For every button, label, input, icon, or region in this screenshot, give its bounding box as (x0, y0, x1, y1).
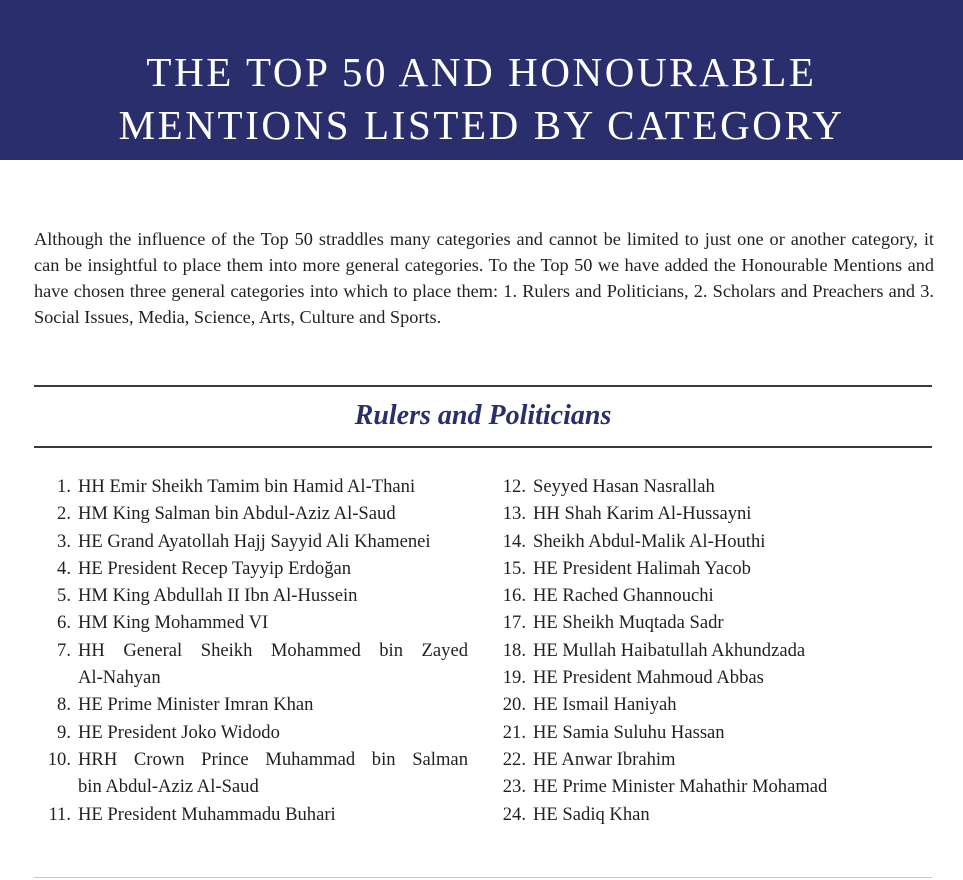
list-item-number: 24. (502, 803, 526, 825)
ranking-list-right (488, 473, 928, 828)
list-item-name-text: HE Rached Ghannouchi (533, 585, 714, 607)
page-title-line-1: THE TOP 50 AND HONOURABLE (146, 49, 817, 95)
intro-paragraph: Although the influence of the Top 50 straddles many categories and cannot be limited to just one or another category, it can be insightful to place them into more general categories. To the Top 50 we have added the Honourable Mentions and have chosen three general categories into which to place them: 1. Rulers and Politicians, 2. Scholars and Preachers and 3. Social Issues, Media, Science, Arts, Culture and Sports. (34, 229, 934, 327)
list-item-name (78, 582, 468, 609)
list-item (488, 473, 928, 500)
list-item-name-text: Sheikh Abdul-Malik Al-Houthi (533, 530, 766, 552)
list-item-name (533, 528, 928, 555)
list-item-number: 7. (57, 639, 71, 661)
list-item-number: 13. (502, 503, 526, 525)
list-item-name-text: HE Samia Suluhu Hassan (533, 721, 725, 743)
list-item-number: 20. (502, 694, 526, 716)
list-item-name-text: HE President Mahmoud Abbas (533, 667, 764, 689)
list-item-name-text: Seyyed Hasan Nasrallah (533, 476, 715, 497)
list-item (488, 637, 928, 664)
list-item-name (78, 746, 468, 801)
list-item (488, 719, 928, 746)
list-item-number: 3. (57, 530, 71, 552)
list-item-name-text: HM King Abdullah II Ibn Al-Hussein (78, 585, 358, 607)
list-item-name (533, 637, 928, 664)
list-item-name (533, 555, 928, 582)
list-item-name-text: HE President Muhammadu Buhari (78, 803, 336, 825)
list-item-name (533, 609, 928, 636)
list-item (28, 746, 468, 801)
list-item-number: 15. (502, 557, 526, 579)
list-item-number: 17. (502, 612, 526, 634)
list-item-number: 18. (502, 639, 526, 661)
list-item-name (78, 555, 468, 582)
list-item-name (78, 500, 468, 527)
list-item-name (533, 473, 928, 500)
list-item-number: 11. (48, 803, 71, 825)
list-item-name-text: HE Mullah Haibatullah Akhundzada (533, 639, 806, 661)
list-item-name-text: HH General Sheikh Mohammed bin Zayed (78, 639, 468, 661)
list-item (488, 582, 928, 609)
list-item-number: 16. (502, 585, 526, 607)
list-item (488, 773, 928, 800)
list-item-name (78, 719, 468, 746)
list-item-number: 1. (57, 476, 71, 497)
list-item-name (533, 582, 928, 609)
page-bottom-rule (34, 877, 932, 878)
list-item (488, 500, 928, 527)
list-item-number: 2. (57, 503, 71, 525)
list-item-number: 19. (502, 667, 526, 689)
list-item-name-text: HE President Recep Tayyip Erdoğan (78, 557, 352, 579)
list-item-name (533, 719, 928, 746)
list-item-name (78, 528, 468, 555)
list-item-name (78, 637, 468, 692)
list-item (488, 691, 928, 718)
list-item (28, 719, 468, 746)
list-item-name (78, 691, 468, 718)
list-item (488, 664, 928, 691)
list-item-name-text: HE Anwar Ibrahim (533, 748, 676, 770)
list-item (28, 582, 468, 609)
list-item-number: 5. (57, 585, 71, 607)
list-item-name-text: HE Sheikh Muqtada Sadr (533, 612, 724, 634)
section-rule-top (34, 385, 932, 387)
list-item (28, 801, 468, 828)
list-item-number: 14. (502, 530, 526, 552)
list-item-name-text: HH Shah Karim Al-Hussayni (533, 503, 752, 525)
list-item-name-text: HRH Crown Prince Muhammad bin Salman (78, 748, 468, 770)
list-item (28, 637, 468, 692)
list-item-number: 23. (502, 776, 526, 798)
list-item (28, 609, 468, 636)
list-item-number: 22. (502, 748, 526, 770)
list-item-name (533, 500, 928, 527)
list-item (488, 555, 928, 582)
list-item-name (533, 691, 928, 718)
list-item (28, 528, 468, 555)
list-item-name-continuation: bin Abdul-Aziz Al-Saud (78, 776, 259, 798)
list-item-name (533, 746, 928, 773)
list-item-name-text: HE Prime Minister Imran Khan (78, 694, 314, 716)
list-item-name (78, 801, 468, 828)
list-item (28, 473, 468, 500)
list-item-name-text: HM King Salman bin Abdul-Aziz Al-Saud (78, 503, 396, 525)
list-item-number: 9. (57, 721, 71, 743)
list-item-name-text: HE President Joko Widodo (78, 721, 280, 743)
list-item-name-text: HE Ismail Haniyah (533, 694, 677, 716)
list-item-number: 12. (502, 476, 526, 497)
list-item-name (533, 664, 928, 691)
page-title-line-2: MENTIONS LISTED BY CATEGORY (118, 102, 845, 148)
list-item-name-text: HM King Mohammed VI (78, 612, 269, 634)
list-item-name (78, 609, 468, 636)
list-item-name (78, 473, 468, 500)
list-item-name-text: HH Emir Sheikh Tamim bin Hamid Al-Thani (78, 476, 416, 497)
list-item (488, 801, 928, 828)
list-item-name (533, 801, 928, 828)
list-item-name-text: HE President Halimah Yacob (533, 557, 751, 579)
list-item (28, 555, 468, 582)
list-item-number: 6. (57, 612, 71, 634)
list-item-number: 10. (47, 748, 71, 770)
list-item-name (533, 773, 928, 800)
list-item (488, 746, 928, 773)
section-title: Rulers and Politicians (354, 400, 612, 431)
list-item-number: 8. (57, 694, 71, 716)
section-rule-bottom (34, 446, 932, 448)
list-item (28, 691, 468, 718)
list-item-name-continuation: Al-Nahyan (78, 667, 161, 689)
list-item (28, 500, 468, 527)
ranking-list-left (28, 473, 468, 828)
list-item (488, 609, 928, 636)
list-item-number: 4. (57, 557, 71, 579)
list-item (488, 528, 928, 555)
list-item-name-text: HE Prime Minister Mahathir Mohamad (533, 776, 828, 798)
list-item-number: 21. (502, 721, 526, 743)
list-item-name-text: HE Grand Ayatollah Hajj Sayyid Ali Khamenei (78, 530, 431, 552)
list-item-name-text: HE Sadiq Khan (533, 803, 650, 825)
title-banner (0, 0, 963, 160)
